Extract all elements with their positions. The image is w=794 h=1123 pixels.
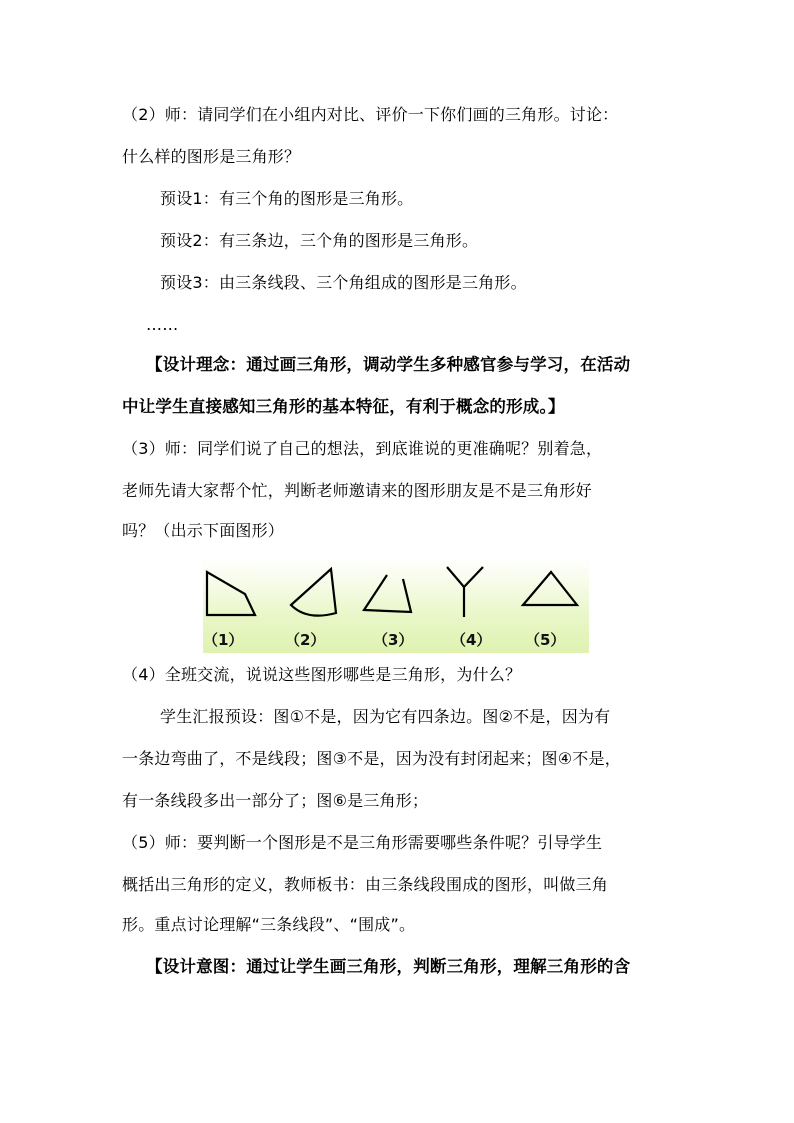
figure-label-3: （3） — [373, 631, 414, 649]
paragraph-line: （4）全班交流，说说这些图形哪些是三角形，为什么？ — [122, 665, 522, 684]
shape-quadrilateral — [207, 572, 255, 615]
paragraph-line: 什么样的图形是三角形？ — [122, 147, 301, 166]
shape-sector — [291, 569, 336, 616]
paragraph-line: （2）师：请同学们在小组内对比、评价一下你们画的三角形。讨论： — [122, 105, 619, 124]
shape-open-triangle — [364, 575, 411, 612]
paragraph-line: 学生汇报预设：图①不是，因为它有四条边。图②不是，因为有 — [160, 707, 611, 726]
shapes-figure — [203, 557, 589, 653]
paragraph-line: （5）师：要判断一个图形是不是三角形需要哪些条件呢？引导学生 — [122, 833, 603, 852]
paragraph-line: （3）师：同学们说了自己的想法，到底谁说的更准确呢？别着急， — [122, 439, 603, 458]
figure-label-5: （5） — [525, 631, 566, 649]
design-concept-line: 中让学生直接感知三角形的基本特征，有利于概念的形成。】 — [122, 397, 565, 416]
paragraph-line: 预设2：有三条边，三个角的图形是三角形。 — [160, 231, 479, 250]
ellipsis-line: …… — [146, 315, 179, 334]
design-concept-line: 【设计理念：通过画三角形，调动学生多种感官参与学习，在活动 — [146, 355, 631, 374]
paragraph-line: 一条边弯曲了，不是线段；图③不是，因为没有封闭起来；图④不是， — [122, 749, 621, 768]
paragraph-line: 预设3：由三条线段、三个角组成的图形是三角形。 — [160, 273, 527, 292]
paragraph-line: 概括出三角形的定义，教师板书：由三条线段围成的图形，叫做三角 — [122, 875, 609, 894]
design-intent-line: 【设计意图：通过让学生画三角形，判断三角形，理解三角形的含 — [146, 957, 631, 976]
paragraph-line: 有一条线段多出一部分了；图⑥是三角形； — [122, 791, 429, 810]
figure-label-2: （2） — [285, 631, 326, 649]
paragraph-line: 吗？（出示下面图形） — [122, 521, 285, 540]
shape-y — [447, 567, 483, 617]
shape-triangle — [523, 572, 577, 605]
paragraph-line: 老师先请大家帮个忙，判断老师邀请来的图形朋友是不是三角形好 — [122, 481, 592, 500]
figure-label-4: （4） — [451, 631, 492, 649]
figure-label-1: （1） — [203, 631, 244, 649]
paragraph-line: 预设1：有三个角的图形是三角形。 — [160, 189, 414, 208]
paragraph-line: 形。重点讨论理解“三条线段”、“围成”。 — [122, 915, 416, 934]
